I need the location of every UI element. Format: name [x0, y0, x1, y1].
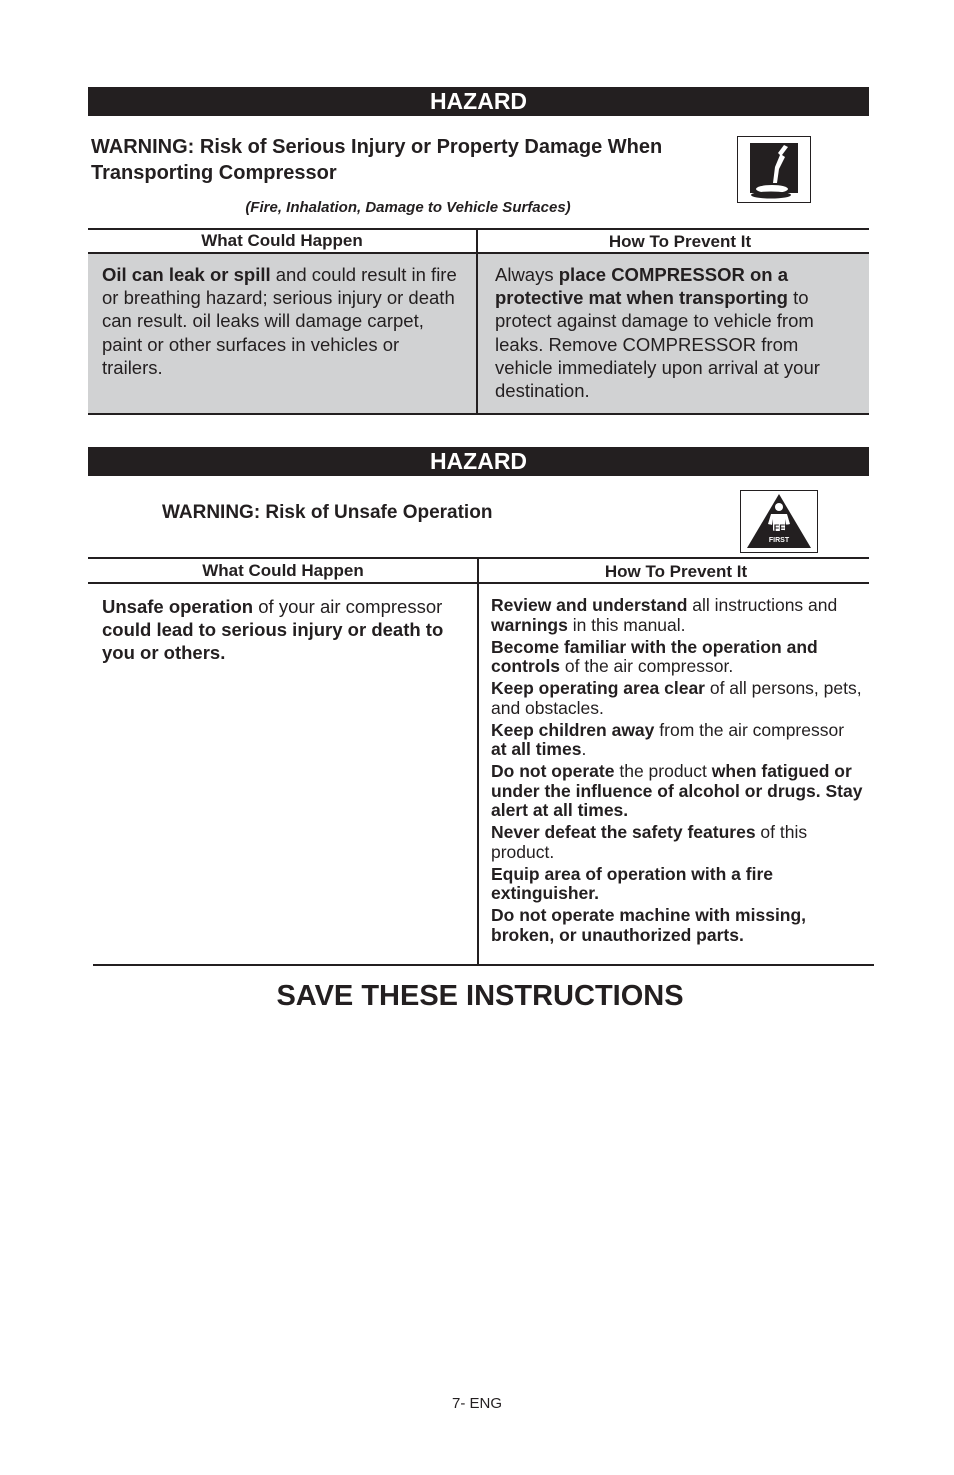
text-run: the product: [614, 761, 712, 781]
bold-run: Unsafe operation: [102, 596, 254, 617]
text-run: from the air compressor: [654, 719, 845, 740]
bold-run: Keep operating area clear: [491, 678, 705, 698]
prevent-item: [491, 762, 863, 821]
prevent-item: [491, 865, 863, 904]
hazard-banner-2: HAZARD: [88, 447, 869, 476]
table2-col-prevent: How To Prevent It: [604, 562, 748, 581]
bold-run: when fatigued or under the influence of alcohol or drugs. Stay alert at all times.: [491, 761, 863, 820]
save-instructions-heading: SAVE THESE INSTRUCTIONS: [276, 980, 684, 1012]
bold-run: could lead to serious injury or death to you or others.: [102, 619, 444, 664]
table2-bottom-rule: [93, 964, 874, 966]
prevent-item: [491, 679, 863, 718]
text-run: and could result in fire or breathing hazard; serious injury or death can result. oil leaks will damage carpet, paint or other surfaces in vehicles or trailers.: [102, 264, 457, 378]
oil-spill-icon: [737, 136, 811, 203]
text-run: of all persons, pets, and obstacles.: [491, 678, 862, 718]
text-run: in this manual.: [567, 614, 686, 635]
bold-run: Keep children away: [491, 719, 655, 740]
text-run: Always: [495, 264, 559, 285]
bold-run: warnings: [491, 614, 568, 635]
table2-prevent-list: [491, 596, 863, 948]
text-run: to protect against damage to vehicle from leaks. Remove COMPRESSOR from vehicle immediately upon arrival at your destination.: [495, 287, 820, 402]
table2-col-happen: What Could Happen: [202, 561, 364, 580]
bold-run: Never defeat the safety features: [491, 822, 756, 842]
text-run: all instructions and: [687, 595, 838, 615]
bold-run: Do not operate machine with missing, broken, or unauthorized parts.: [491, 905, 807, 945]
page-number: 7- ENG: [451, 1395, 502, 1412]
table1-top-rule: [88, 228, 869, 230]
table1-header-rule: [88, 252, 869, 254]
bold-run: Oil can leak or spill: [102, 264, 271, 285]
hazard-banner-1: HAZARD: [88, 87, 869, 116]
first-icon-text: FIRST: [768, 537, 790, 544]
text-run: of the air compressor.: [560, 656, 734, 676]
text-run: of this product.: [491, 822, 808, 862]
bold-run: Equip area of operation with a fire extinguisher.: [491, 863, 773, 903]
bold-run: Become familiar with the operation and controls: [491, 636, 818, 676]
prevent-item: [491, 823, 863, 862]
bold-run: Review and understand: [491, 595, 688, 615]
safety-first-icon: [740, 490, 818, 553]
table1-divider: [476, 228, 478, 415]
bold-run: at all times: [491, 739, 582, 759]
prevent-item: [491, 638, 863, 677]
warning-title-unsafe: WARNING: Risk of Unsafe Operation: [162, 502, 493, 523]
table2-happen-text: [102, 595, 466, 665]
hazard-subtitle: (Fire, Inhalation, Damage to Vehicle Surfaces): [245, 199, 571, 216]
table1-bottom-rule: [88, 413, 869, 415]
bold-run: Do not operate: [491, 761, 615, 781]
text-run: of your air compressor: [253, 596, 443, 617]
prevent-item: [491, 596, 863, 635]
text-run: .: [581, 739, 587, 759]
warning-title-transport: WARNING: Risk of Serious Injury or Property Damage When Transporting Compressor: [91, 136, 663, 184]
prevent-item: [491, 721, 863, 760]
table1-prevent-text: [495, 263, 859, 402]
table2-divider: [477, 558, 479, 965]
bold-run: place COMPRESSOR on a protective mat when transporting: [495, 264, 788, 309]
table1-col-happen: What Could Happen: [201, 231, 363, 250]
safety-icon-text: SAFETY: [761, 523, 797, 533]
table1-happen-text: [102, 263, 464, 379]
table1-col-prevent: How To Prevent It: [608, 232, 752, 251]
prevent-item: [491, 906, 863, 945]
